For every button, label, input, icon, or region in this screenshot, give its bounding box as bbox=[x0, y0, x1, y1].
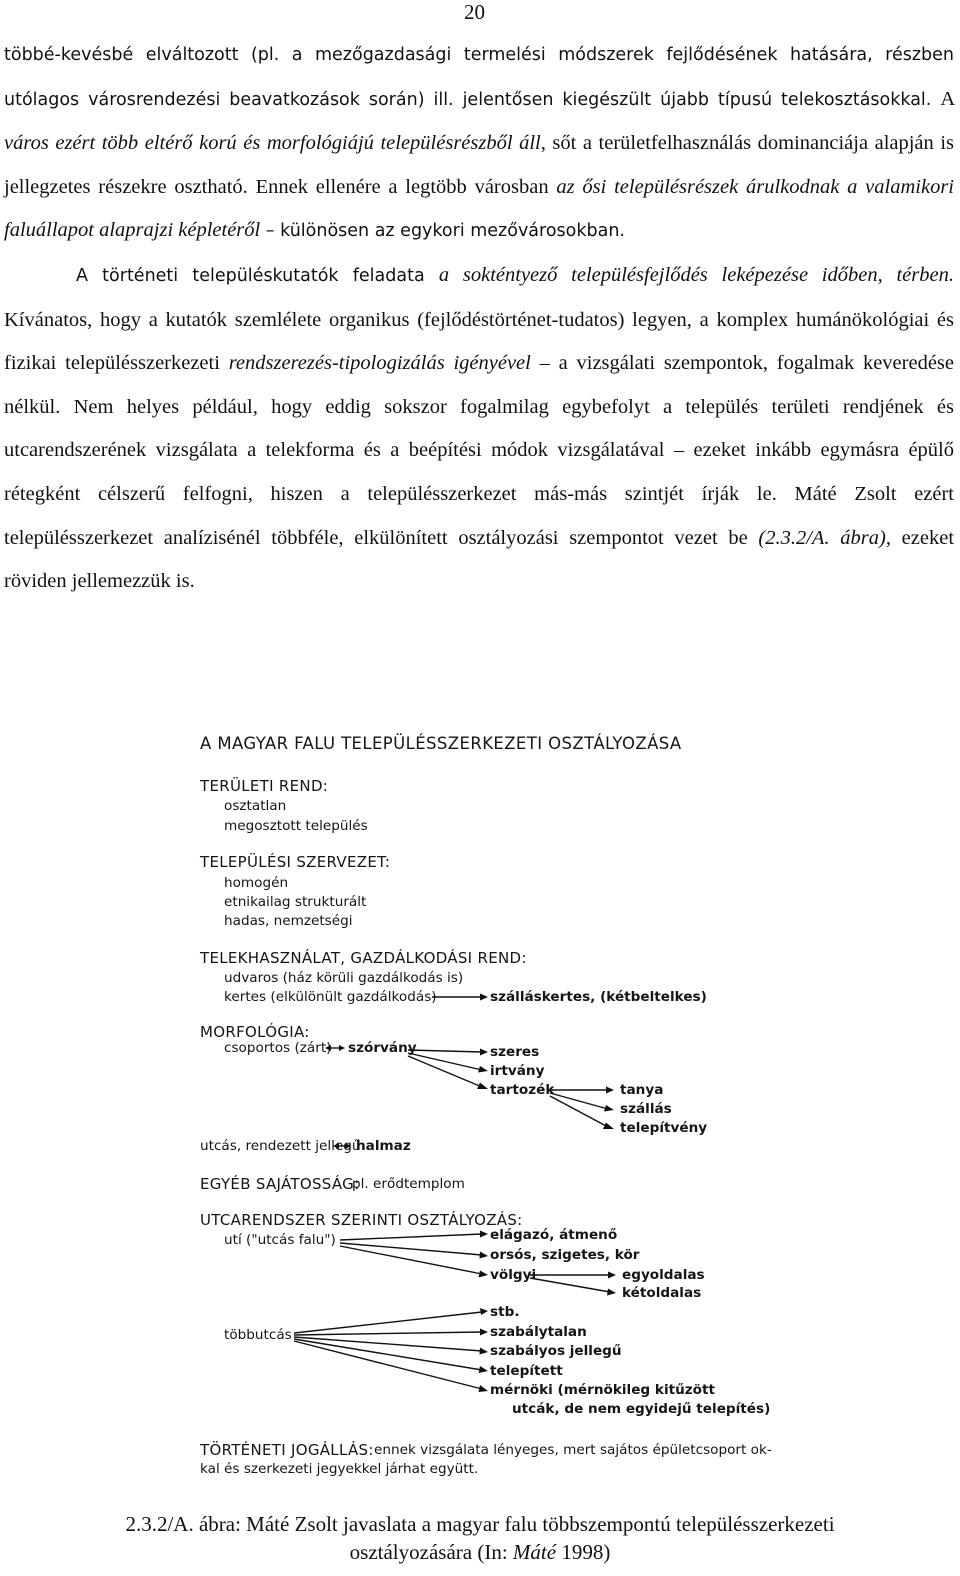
caption-line-2-a: osztályozására (In: bbox=[349, 1540, 513, 1564]
paragraph-2-emphasis-2: rendszerezés-tipologizálás igényével bbox=[228, 352, 531, 375]
street-sub-spindle: orsós, szigetes, kör bbox=[490, 1247, 640, 1263]
land-use-heading: TELEKHASZNÁLAT, GAZDÁLKODÁSI REND: bbox=[200, 949, 527, 967]
street-leaf-one-sided: egyoldalas bbox=[622, 1267, 705, 1283]
territorial-item-divided: megosztott település bbox=[224, 818, 368, 834]
street-item-single: utí ("utcás falu") bbox=[224, 1232, 336, 1248]
land-use-item-garden: kertes (elkülönült gazdálkodás) bbox=[224, 989, 437, 1005]
territorial-order-heading: TERÜLETI REND: bbox=[200, 777, 329, 795]
figure-caption bbox=[0, 1510, 960, 1566]
figure-title: A MAGYAR FALU TELEPÜLÉSSZERKEZETI OSZTÁLYOZÁSA bbox=[200, 734, 682, 753]
street-leaf-two-sided: kétoldalas bbox=[622, 1285, 702, 1301]
paragraph-1-text-b: A bbox=[940, 87, 954, 110]
morphology-item-group: csoportos (zárt) bbox=[224, 1040, 332, 1056]
street-sub-planted: telepített bbox=[490, 1363, 563, 1379]
street-sub-irregular: szabálytalan bbox=[490, 1324, 587, 1340]
paragraph-2-emphasis-3: (2.3.2/A. ábra), bbox=[758, 526, 891, 549]
paragraph-1 bbox=[4, 33, 954, 254]
morphology-heading: MORFOLÓGIA: bbox=[200, 1023, 310, 1041]
street-sub-valley: völgyi bbox=[490, 1267, 537, 1283]
street-sub-engineered-note: utcák, de nem egyidejű telepítés) bbox=[512, 1401, 771, 1417]
page-number: 20 bbox=[464, 0, 485, 24]
land-use-item-yard: udvaros (ház körüli gazdálkodás is) bbox=[224, 970, 464, 986]
legal-status-heading: TÖRTÉNETI JOGÁLLÁS: bbox=[200, 1441, 374, 1459]
caption-line-2 bbox=[0, 1538, 960, 1566]
morphology-leaf-telepitveny: telepítvény bbox=[620, 1120, 708, 1136]
body-text bbox=[4, 33, 954, 604]
morphology-item-street: utcás, rendezett jellegű bbox=[200, 1138, 361, 1154]
morphology-sub-tartozek: tartozék bbox=[490, 1082, 555, 1098]
organization-item-clan: hadas, nemzetségi bbox=[224, 913, 353, 929]
morphology-sub-irtvany: irtvány bbox=[490, 1063, 545, 1079]
paragraph-2-text-b: Kívánatos, hogy a kutatók szemlélete organikus (fejlődéstörténet-tudatos) legyen, a komplex humánökológiai és fizikai településszerkezeti bbox=[4, 308, 954, 375]
paragraph-1-text-d: Ennek ellenére a legtöbb városban bbox=[247, 175, 557, 198]
morphology-leaf-tanya: tanya bbox=[620, 1082, 664, 1098]
paragraph-2 bbox=[4, 254, 954, 604]
paragraph-1-emphasis-2: az ősi településrészek árulkodnak a valamikori faluállapot alaprajzi képletéről bbox=[4, 175, 954, 242]
settlement-organization-heading: TELEPÜLÉSI SZERVEZET: bbox=[200, 853, 391, 871]
street-sub-branching: elágazó, átmenő bbox=[490, 1227, 618, 1243]
morphology-item-cluster: halmaz bbox=[356, 1138, 411, 1154]
other-feature-text: pl. erődtemplom bbox=[352, 1176, 465, 1192]
legal-status-text-2: kal és szerkezeti jegyekkel járhat együtt. bbox=[200, 1461, 479, 1477]
street-sub-engineered: mérnöki (mérnökileg kitűzött bbox=[490, 1382, 716, 1398]
paragraph-1-text-e: – különösen az egykori mezővárosokban. bbox=[260, 221, 625, 242]
morphology-leaf-szallas: szállás bbox=[620, 1101, 672, 1117]
street-sub-etc: stb. bbox=[490, 1304, 520, 1320]
legal-status-text-1: ennek vizsgálata lényeges, mert sajátos épületcsoport ok- bbox=[374, 1442, 772, 1458]
morphology-item-scattered: szórvány bbox=[348, 1040, 417, 1056]
classification-figure bbox=[190, 718, 772, 1506]
organization-item-homogeneous: homogén bbox=[224, 875, 289, 891]
street-system-heading: UTCARENDSZER SZERINTI OSZTÁLYOZÁS: bbox=[200, 1211, 523, 1229]
caption-author: Máté bbox=[512, 1540, 557, 1564]
street-sub-regular: szabályos jellegű bbox=[490, 1343, 622, 1359]
paragraph-1-text-c: , sőt a területfelhasználás dominanciája alapján is jellegzetes részekre osztható. bbox=[4, 132, 955, 198]
paragraph-2-text-d: ezeket röviden jellemezzük is. bbox=[4, 526, 955, 593]
morphology-sub-szeres: szeres bbox=[490, 1044, 540, 1060]
land-use-result: szálláskertes, (kétbeltelkes) bbox=[490, 989, 707, 1005]
territorial-item-undivided: osztatlan bbox=[224, 798, 287, 814]
paragraph-2-text-a: A történeti településkutatók feladata bbox=[76, 265, 439, 286]
caption-line-1: 2.3.2/A. ábra: Máté Zsolt javaslata a magyar falu többszempontú településszerkezeti bbox=[125, 1512, 835, 1536]
paragraph-2-emphasis-1: a sokténtyező településfejlődés leképezése időben, térben. bbox=[438, 263, 954, 286]
organization-item-ethnic: etnikailag strukturált bbox=[224, 894, 367, 910]
paragraph-1-emphasis-1: város ezért több eltérő korú és morfológiájú településrészből áll bbox=[4, 132, 541, 155]
other-feature-heading: EGYÉB SAJÁTOSSÁG: bbox=[200, 1175, 360, 1193]
paragraph-1-text-a: többé-kevésbé elváltozott (pl. a mezőgazdasági termelési módszerek fejlődésének hatására, részben utólagos városrendezési beavatkozások során) ill. jelentősen kiegészült újabb típusú telekosztásokkal. bbox=[4, 45, 954, 110]
paragraph-2-text-c: – a vizsgálati szempontok, fogalmak keveredése nélkül. Nem helyes például, hogy eddig sokszor fogalmilag egybefolyt a település területi rendjének és utcarendszerének vizsgálata a telekforma és a beépítési módok vizsgálatával – ezeket inkább egymásra épülő rétegként célszerű felfogni, hiszen a településszerkezet más-más szintjét írják le. Máté Zsolt ezért településszerkezet analízisénél többféle, elkülönített osztályozási szempontot vezet be bbox=[4, 352, 955, 549]
caption-line-2-b: 1998) bbox=[556, 1540, 611, 1564]
street-item-multi: többutcás bbox=[224, 1327, 292, 1343]
